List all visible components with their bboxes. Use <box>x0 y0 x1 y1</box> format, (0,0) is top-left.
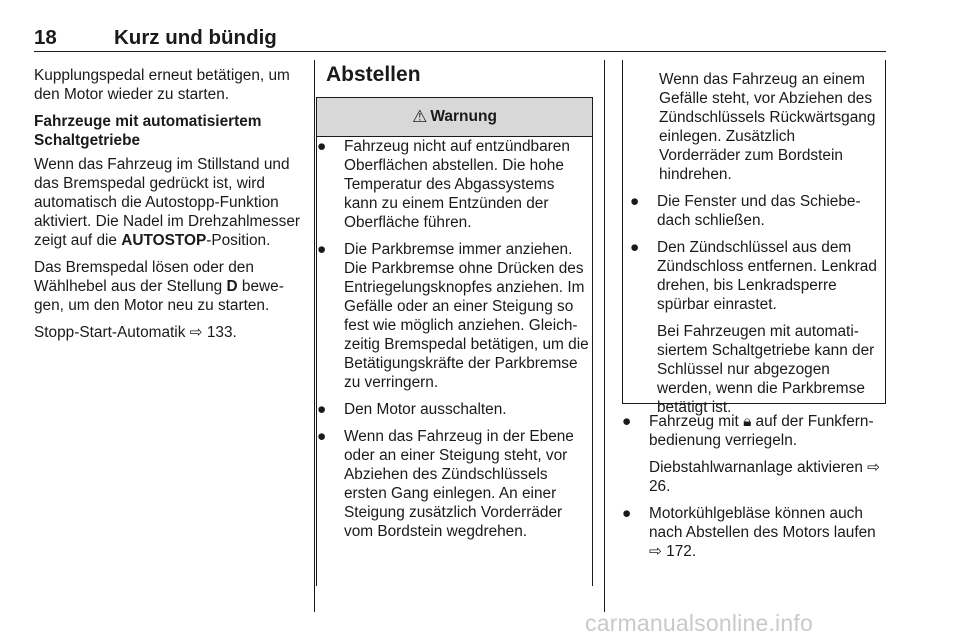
page-title: Kurz und bündig <box>114 26 277 49</box>
bullet-icon: ● <box>317 138 327 155</box>
text-span: bewegen, um den Motor neu zu starten. <box>34 278 284 314</box>
bold-term: AUTOSTOP <box>121 232 207 249</box>
list-item-note: Bei Fahrzeugen mit automatisiertem Schaltgetriebe kann der Schlüssel nur abgezogen werden, wenn die Parkbremse betätigt ist. <box>657 323 875 416</box>
bullet-icon: ● <box>317 241 327 258</box>
list-item <box>622 412 887 496</box>
column-right-lower <box>622 412 887 569</box>
list-item <box>317 240 592 392</box>
page-header <box>34 27 886 52</box>
bullet-icon: ● <box>622 505 632 522</box>
bullet-icon: ● <box>630 239 640 256</box>
column-divider <box>604 60 605 612</box>
warning-list <box>317 137 592 541</box>
section-heading: Fahrzeuge mit automatisiertem Schaltgetriebe <box>34 113 262 149</box>
text-span: Wenn das Fahrzeug im Stillstand und das Bremspedal gedrückt ist, wird automatisch die Autostopp-Funktion aktiviert. Die Nadel im Drehzahlmesser zeigt auf die <box>34 156 300 249</box>
warning-icon: ⚠ <box>412 107 428 126</box>
column-left <box>34 66 304 350</box>
list-item <box>630 238 877 417</box>
list-item-text: Fahrzeug nicht auf entzündbaren Oberflächen abstellen. Die hohe Temperatur des Abgassystems kann zu einem Entzünden der Oberfläche führen. <box>344 138 570 231</box>
page-number: 18 <box>34 26 57 49</box>
list-item-text: Den Motor ausschalten. <box>344 401 507 418</box>
bold-term: D <box>226 278 238 295</box>
text-span: Das Bremspedal lösen oder den Wählhebel aus der Stellung <box>34 259 254 295</box>
list-item <box>317 400 592 419</box>
cross-reference: Stopp-Start-Automatik ⇨ 133. <box>34 324 237 341</box>
list-item-text: Motorkühlgebläse können auch nach Abstellen des Motors laufen ⇨ 172. <box>649 505 876 560</box>
bullet-icon: ● <box>622 413 632 430</box>
continuation-list <box>630 192 877 417</box>
list-item-text: Die Parkbremse immer anziehen. Die Parkbremse ohne Drücken des Entriegelungsknopfes anziehen. Im Gefälle oder an einer Steigung so fest wie möglich anziehen. Gleichzeitig Bremspedal betätigen, um die Betätigungskräfte der Parkbremse zu verringern. <box>344 241 589 391</box>
continuation-paragraph: Wenn das Fahrzeug an einem Gefälle steht, vor Abziehen des Zündschlüssels Rückwärtsgang einlegen. Zusätzlich Vorderräder zum Bordstein hindrehen. <box>659 71 876 183</box>
list-item <box>317 427 592 541</box>
list-item <box>630 192 877 230</box>
watermark: carmanualsonline.info <box>585 610 813 636</box>
warning-continuation-box <box>622 60 886 416</box>
list-item <box>317 137 592 232</box>
column-middle <box>326 60 592 96</box>
list-item <box>622 504 887 561</box>
bullet-icon: ● <box>317 401 327 418</box>
intro-paragraph: Kupplungspedal erneut betätigen, um den Motor wieder zu starten. <box>34 67 290 103</box>
warning-label: Warnung <box>430 108 497 125</box>
warning-header <box>317 98 592 137</box>
bullet-icon: ● <box>317 428 327 445</box>
warning-box <box>316 97 593 586</box>
autostop-paragraph <box>34 155 304 250</box>
list-item-text: Die Fenster und das Schiebedach schließen. <box>657 193 861 229</box>
list-item-text: Fahrzeug mit 🔒︎ auf der Funkfernbedienung verriegeln. <box>649 413 874 449</box>
column-divider <box>314 60 315 612</box>
restart-paragraph <box>34 258 304 315</box>
list-item-note: Diebstahlwarnanlage aktivieren ⇨ 26. <box>649 459 881 495</box>
text-span: -Position. <box>206 232 271 249</box>
list-item-text: Den Zündschlüssel aus dem Zündschloss entfernen. Lenkrad drehen, bis Lenkradsperre spürbar einrastet. <box>657 239 877 313</box>
list-item-text: Wenn das Fahrzeug in der Ebene oder an einer Steigung steht, vor Abziehen des Zündschlüssels ersten Gang einlegen. An einer Steigung zusätzlich Vorderräder vom Bordstein wegdrehen. <box>344 428 574 540</box>
parking-list <box>622 412 887 561</box>
bullet-icon: ● <box>630 193 640 210</box>
section-title: Abstellen <box>326 63 421 86</box>
